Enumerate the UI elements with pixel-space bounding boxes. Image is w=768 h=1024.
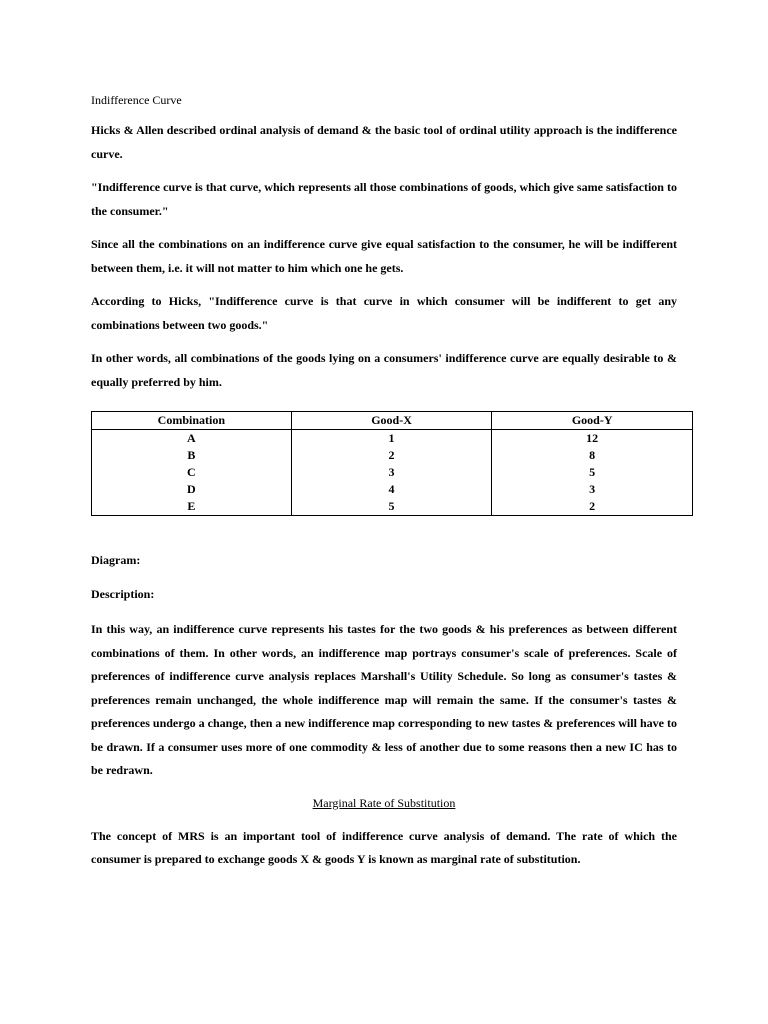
table-row <box>92 430 693 448</box>
paragraph-mrs: The concept of MRS is an important tool of indifference curve analysis of demand. The rate of which the consumer is prepared to exchange goods X & goods Y is known as marginal rate of substitution. <box>91 828 677 866</box>
mrs-section-title: Marginal Rate of Substitution <box>312 795 456 810</box>
header-combination: Combination <box>92 412 292 430</box>
cell-good-y: 5 <box>492 464 693 481</box>
cell-good-y: 2 <box>492 498 693 516</box>
cell-good-x: 5 <box>291 498 492 516</box>
paragraph-equal-satisfaction: Since all the combinations on an indifference curve give equal satisfaction to the consumer, he will be indifferent between them, i.e. it will not matter to him which one he gets. <box>91 237 677 275</box>
cell-combination: D <box>92 481 292 498</box>
paragraph-other-words: In other words, all combinations of the goods lying on a consumers' indifference curve are equally desirable to & equally preferred by him. <box>91 351 677 389</box>
document-title: Indifference Curve <box>91 93 182 107</box>
cell-good-x: 4 <box>291 481 492 498</box>
paragraph-hicks-allen: Hicks & Allen described ordinal analysis of demand & the basic tool of ordinal utility approach is the indifference curve. <box>91 123 677 161</box>
table-row <box>92 464 693 481</box>
cell-good-y: 12 <box>492 430 693 448</box>
table-row <box>92 498 693 516</box>
cell-combination: C <box>92 464 292 481</box>
cell-combination: B <box>92 447 292 464</box>
cell-combination: A <box>92 430 292 448</box>
table-row <box>92 481 693 498</box>
paragraph-definition: "Indifference curve is that curve, which represents all those combinations of goods, which give same satisfaction to the consumer." <box>91 180 677 218</box>
header-good-x: Good-X <box>291 412 492 430</box>
cell-good-y: 3 <box>492 481 693 498</box>
cell-good-y: 8 <box>492 447 693 464</box>
paragraph-description: In this way, an indifference curve represents his tastes for the two goods & his preferences as between different combinations of them. In other words, an indifference map portrays consumer's scale of preferences. Scale of preferences of indifference curve analysis replaces Marshall's Utility Schedule. So long as consumer's tastes & preferences remain unchanged, the whole indifference map will remain the same. If the consumer's tastes & preferences undergo a change, then a new indifference map corresponding to new tastes & preferences will have to be drawn. If a consumer uses more of one commodity & less of another due to some reasons then a new IC has to be redrawn. <box>91 622 677 777</box>
paragraph-hicks-quote: According to Hicks, "Indifference curve is that curve in which consumer will be indifferent to get any combinations between two goods." <box>91 294 677 332</box>
cell-good-x: 1 <box>291 430 492 448</box>
table-row <box>92 447 693 464</box>
diagram-heading: Diagram: <box>91 553 141 567</box>
cell-good-x: 3 <box>291 464 492 481</box>
combination-table <box>91 411 693 516</box>
table-header-row <box>92 412 693 430</box>
description-heading: Description: <box>91 587 155 601</box>
document-page <box>91 90 677 882</box>
cell-good-x: 2 <box>291 447 492 464</box>
header-good-y: Good-Y <box>492 412 693 430</box>
cell-combination: E <box>92 498 292 516</box>
